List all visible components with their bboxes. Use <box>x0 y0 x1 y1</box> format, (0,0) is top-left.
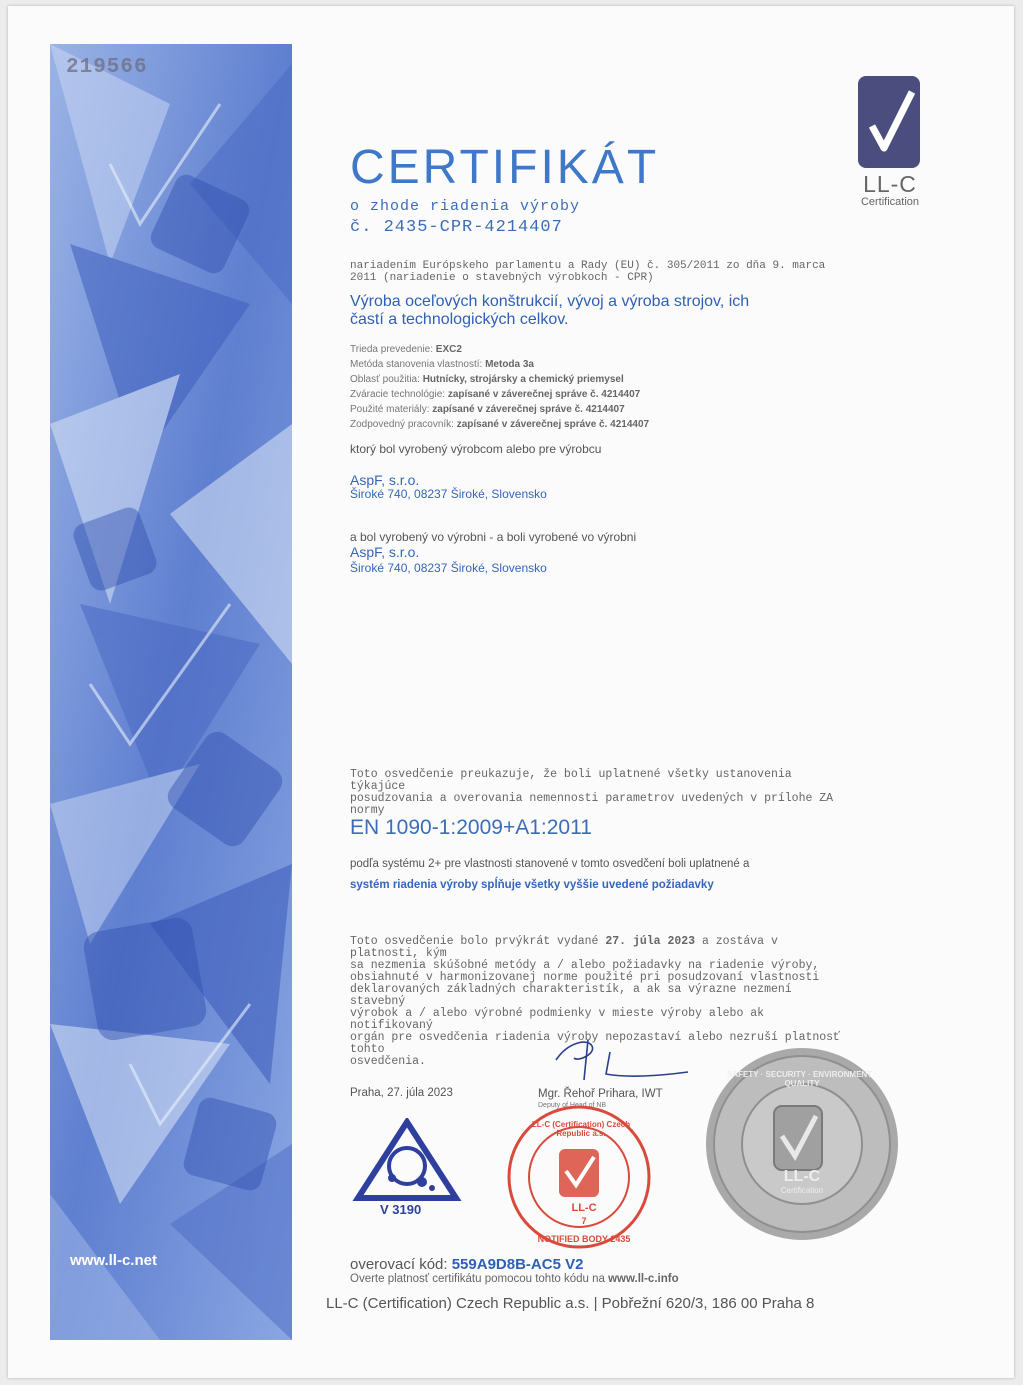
logo-name: LL-C <box>863 171 917 197</box>
regulation-text <box>350 260 845 284</box>
certificate-number: č. 2435-CPR-4214407 <box>350 218 563 237</box>
signatory-role: Deputy of Head of NB <box>538 1102 607 1109</box>
verification-url[interactable]: www.ll-c.info <box>608 1273 679 1285</box>
property-row <box>350 417 649 432</box>
seal-mark: LL-C <box>783 1168 821 1185</box>
certificate-subtitle: o zhode riadenia výroby <box>350 198 581 215</box>
verification-label: overovací kód: <box>350 1256 452 1273</box>
validity-line: deklarovaných základných charakteristík, a ak sa výrazne nezmení stavebný <box>350 983 792 1008</box>
product-description <box>350 293 850 329</box>
property-value: Hutnícky, strojársky a chemický priemysel <box>422 374 624 385</box>
regulation-line: 2011 (nariadenie o stavebných výrobkoch - CPR) <box>350 272 654 284</box>
validity-line <box>350 936 850 960</box>
stamp-number: 7 <box>581 1216 587 1226</box>
plant-name: AspF, s.r.o. <box>350 544 420 560</box>
result-text: systém riadenia výroby spĺňuje všetky vyššie uvedené požiadavky <box>350 879 714 891</box>
property-label: Oblasť použitia: <box>350 374 420 385</box>
place-date: Praha, 27. júla 2023 <box>350 1087 453 1099</box>
validity-line: osvedčenia. <box>350 1055 426 1068</box>
manufactured-by-text: ktorý bol vyrobený výrobcom alebo pre výrobcu <box>350 442 602 456</box>
property-value: Metoda 3a <box>485 359 534 370</box>
attestation-line: normy <box>350 804 385 817</box>
property-row <box>350 402 649 417</box>
stamp-top-text: LL-C (Certification) Czech Republic a.s. <box>531 1120 631 1138</box>
validity-line: sa nezmenia skúšobné metódy a / alebo požiadavky na riadenie výroby, <box>350 959 820 972</box>
attestation-line: Toto osvedčenie preukazuje, že boli uplatnené všetky ustanovenia týkajúce <box>350 768 792 793</box>
validity-line: výrobok a / alebo výrobné podmienky v mieste výroby alebo ak notifikovaný <box>350 1007 765 1032</box>
signature-graphic <box>548 1032 698 1084</box>
side-website-url: www.ll-c.net <box>70 1252 157 1269</box>
certificate-title: CERTIFIKÁT <box>350 141 660 194</box>
attestation-text <box>350 769 850 817</box>
property-value: zapísané v záverečnej správe č. 4214407 <box>456 419 650 430</box>
property-value: zapísané v záverečnej správe č. 4214407 <box>432 404 625 415</box>
stamp-mark: LL-C <box>571 1202 597 1214</box>
verification-note-text: Overte platnosť certifikátu pomocou tohto kódu na <box>350 1273 609 1285</box>
manufacturer-address: Široké 740, 08237 Široké, Slovensko <box>350 487 547 501</box>
plant-text: a bol vyrobený vo výrobni - a boli vyrobené vo výrobni <box>350 530 637 544</box>
property-label: Zodpovedný pracovník: <box>350 419 454 430</box>
verification-note <box>350 1273 679 1285</box>
serial-number: 219566 <box>66 56 148 79</box>
property-value: EXC2 <box>435 344 462 355</box>
property-label: Metóda stanovenia vlastností: <box>350 359 483 370</box>
attestation-line: posudzovania a overovania nemennosti parametrov uvedených v prílohe ZA <box>350 792 834 805</box>
property-label: Trieda prevedenie: <box>350 344 434 355</box>
signatory-name: Mgr. Řehoř Prihara, IWT <box>538 1088 663 1100</box>
property-row <box>350 357 649 372</box>
validity-line: orgán pre osvedčenia riadenia výroby nepozastaví alebo nezruší platnosť tohto <box>350 1031 840 1056</box>
property-row <box>350 387 649 402</box>
seal-subtitle: Certification <box>780 1186 824 1195</box>
property-label: Zváracie technológie: <box>350 389 446 400</box>
certificate-page <box>8 6 1014 1378</box>
property-row <box>350 372 649 387</box>
manufacturer-name: AspF, s.r.o. <box>350 472 420 488</box>
system-text: podľa systému 2+ pre vlastnosti stanovené v tomto osvedčení boli uplatnené a <box>350 858 750 870</box>
validity-line: obsiahnuté v harmonizovanej norme použité pri posudzovaní vlastnosti <box>350 971 820 984</box>
plant-address: Široké 740, 08237 Široké, Slovensko <box>350 561 547 575</box>
verification-code <box>350 1256 583 1273</box>
properties-list <box>350 342 649 432</box>
product-line: častí a technologických celkov. <box>350 311 569 328</box>
verification-code-value: 559A9D8B-AC5 V2 <box>451 1256 584 1273</box>
validity-line-text: Toto osvedčenie bolo prvýkrát vydané <box>350 935 606 948</box>
standard-designation: EN 1090-1:2009+A1:2011 <box>350 816 592 839</box>
product-line: Výroba oceľových konštrukcií, vývoj a výroba strojov, ich <box>350 293 750 310</box>
seal-ring-text: SAFETY · SECURITY · ENVIRONMENT · QUALITY <box>727 1070 877 1088</box>
issue-date: 27. júla 2023 <box>605 935 696 948</box>
property-label: Použité materiály: <box>350 404 430 415</box>
property-row <box>350 342 649 357</box>
stamp-bottom-text: NOTIFIED BODY 2435 <box>537 1234 631 1244</box>
validity-line-text: a zostáva v platnosti, kým <box>350 935 778 960</box>
property-value: zapísané v záverečnej správe č. 4214407 <box>447 389 641 400</box>
regulation-line: nariadením Európskeho parlamentu a Rady (EU) č. 305/2011 zo dňa 9. marca <box>350 260 826 272</box>
accreditation-code: V 3190 <box>380 1202 422 1217</box>
logo-subtitle: Certification <box>860 196 920 208</box>
footer-address: LL-C (Certification) Czech Republic a.s. | Pobřežní 620/3, 186 00 Praha 8 <box>326 1295 815 1312</box>
